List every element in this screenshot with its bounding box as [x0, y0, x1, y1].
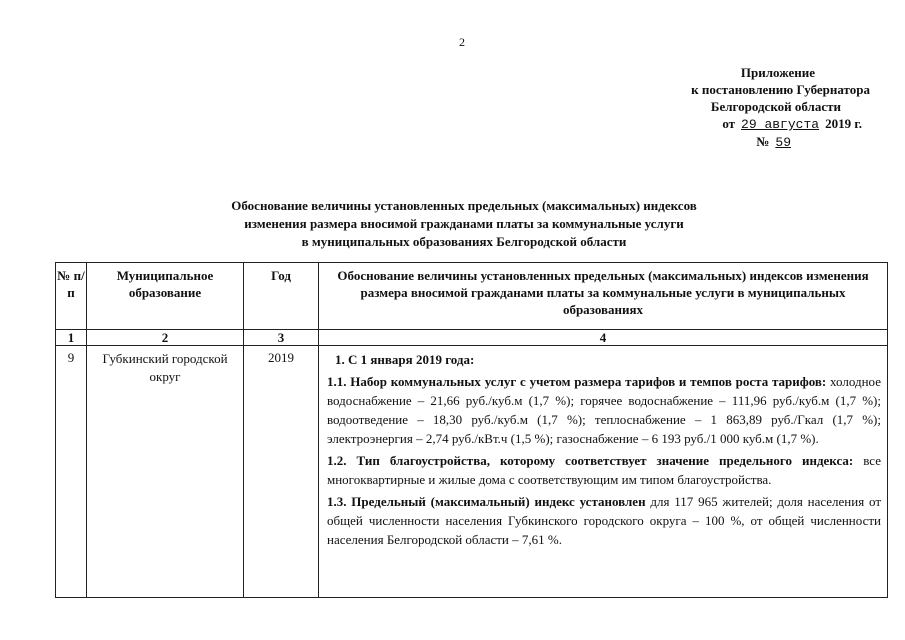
row-num: 9 [56, 346, 87, 598]
paragraph-1-2-text: все многоквартирные и жилые дома с соответствующим им типом благоустройства. [327, 453, 881, 487]
row-year: 2019 [244, 346, 319, 598]
header-description: Обоснование величины установленных предельных (максимальных) индексов изменения размера вносимой гражданами платы за коммунальные услуги в муниципальных образованиях [319, 263, 888, 330]
appendix-block [640, 64, 870, 151]
page-number: 2 [459, 35, 465, 49]
appendix-decree-line: к постановлению Губернатора [691, 82, 870, 97]
column-index-row [56, 330, 888, 346]
date-typed: 29 августа [741, 117, 820, 132]
row-description [319, 346, 888, 598]
title-line-2: изменения размера вносимой гражданами платы за коммунальные услуги [244, 216, 684, 231]
table-row [56, 346, 888, 598]
date-year: 2019 г. [825, 116, 862, 131]
index-cell: 3 [244, 330, 319, 346]
header-num: № п/п [56, 263, 87, 330]
header-municipality: Муниципальное образование [87, 263, 244, 330]
appendix-region-line: Белгородской области [710, 99, 841, 114]
title-line-1: Обоснование величины установленных предельных (максимальных) индексов [231, 198, 697, 213]
paragraph-1-1-text: холодное водоснабжение – 21,66 руб./куб.м (1,7 %); горячее водоснабжение – 111,96 руб./куб.м (1,7 %); водоотведение – 18,30 руб./куб.м (1,7 %); теплоснабжение – 1 863,89 руб./Гкал (1,7 %); электроэнергия – 2,74 руб./кВт.ч (1,5 %); газоснабжение – 6 193 руб./1 000 куб.м (1,7 %). [327, 374, 881, 446]
index-cell: 4 [319, 330, 888, 346]
header-year: Год [244, 263, 319, 330]
table-header-row [56, 263, 888, 330]
appendix-date-line [640, 115, 870, 133]
number-typed: 59 [775, 135, 791, 150]
appendix-title: Приложение [740, 65, 815, 80]
paragraph-1-2 [327, 451, 881, 489]
number-sign: № [756, 134, 770, 149]
title-line-3: в муниципальных образованиях Белгородской области [301, 234, 627, 249]
index-cell: 2 [87, 330, 244, 346]
document-title [170, 197, 758, 251]
index-table [55, 262, 888, 598]
paragraph-1-1 [327, 372, 881, 448]
section-heading: 1. С 1 января 2019 года: [335, 352, 475, 367]
paragraph-1-1-bold: 1.1. Набор коммунальных услуг с учетом размера тарифов и темпов роста тарифов: [327, 374, 827, 389]
paragraph-1-3-text: для 117 965 жителей; доля населения от общей численности населения Губкинского городского округа – 100 %, от общей численности населения Белгородской области – 7,61 %. [327, 494, 881, 547]
row-municipality: Губкинский городской округ [87, 346, 244, 598]
date-prefix: от [722, 116, 736, 131]
appendix-number-line [640, 133, 870, 151]
paragraph-1-2-bold: 1.2. Тип благоустройства, которому соответствует значение предельного индекса: [327, 453, 854, 468]
paragraph-1-3 [327, 492, 881, 549]
paragraph-1-3-bold: 1.3. Предельный (максимальный) индекс установлен [327, 494, 646, 509]
index-cell: 1 [56, 330, 87, 346]
